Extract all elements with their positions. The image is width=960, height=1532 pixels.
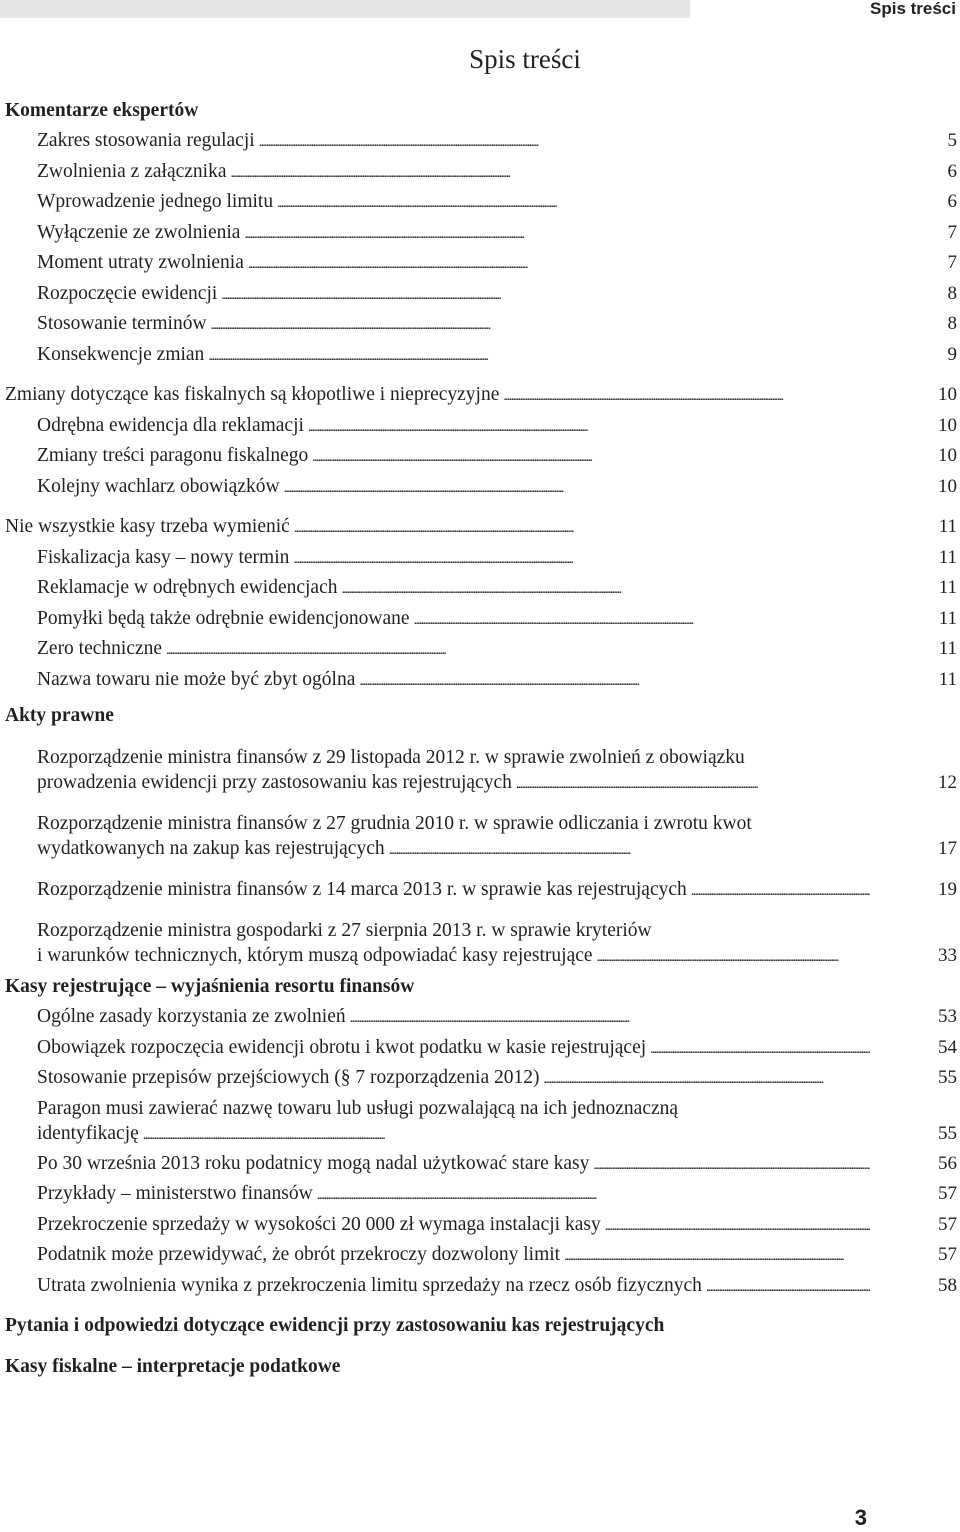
toc-entry-leader xyxy=(37,411,870,442)
toc-entry xyxy=(5,665,957,696)
toc-entry-page: 10 xyxy=(938,414,957,436)
toc-entry-title: Nie wszystkie kasy trzeba wymienić xyxy=(5,516,294,537)
toc-section-heading: Komentarze ekspertów xyxy=(5,100,199,121)
toc-entry-page: 57 xyxy=(938,1244,957,1265)
toc-entry-title: Konsekwencje zmian xyxy=(37,344,208,365)
toc-entry-title: Zmiany dotyczące kas fiskalnych są kłopotliwe i nieprecyzyjne xyxy=(5,384,503,405)
toc-entry-multiline xyxy=(5,811,957,861)
toc-entry-leader xyxy=(37,187,870,218)
toc-section-heading: Akty prawne xyxy=(5,705,114,726)
toc-entry-page: 7 xyxy=(947,252,957,273)
toc-entry-leader xyxy=(37,441,870,472)
toc-entry-title: Moment utraty zwolnienia xyxy=(37,252,248,273)
toc-entry-leader xyxy=(5,512,870,543)
toc-entry xyxy=(5,126,957,157)
toc-entry-page: 11 xyxy=(938,607,957,629)
toc-entry-leader xyxy=(37,573,870,604)
toc-entry xyxy=(5,248,957,279)
toc-entry-title-line2 xyxy=(37,877,870,902)
toc-entry-page: 11 xyxy=(938,546,957,568)
page-number: 3 xyxy=(854,1505,867,1530)
toc-section-heading: Kasy fiskalne – interpretacje podatkowe xyxy=(5,1356,341,1377)
toc-entry-title-line2-text: Rozporządzenie ministra finansów z 14 marca 2013 r. w sprawie kas rejestrujących xyxy=(37,879,691,900)
toc-entry xyxy=(5,512,957,543)
toc-entry-title: Zwolnienia z załącznika xyxy=(37,161,230,182)
toc-entry-leader xyxy=(37,309,870,340)
toc-entry-title: Ogólne zasady korzystania ze zwolnień xyxy=(37,1006,350,1027)
toc-entry xyxy=(5,1149,957,1180)
toc-entry-title: Wyłączenie ze zwolnienia xyxy=(37,222,244,243)
toc-entry-page: 10 xyxy=(938,445,957,466)
toc-entry-title-line2-text: i warunków technicznych, którym muszą odpowiadać kasy rejestrujące xyxy=(37,945,597,966)
toc-entry-page: 6 xyxy=(947,191,957,212)
toc-entry-title: Fiskalizacja kasy – nowy termin xyxy=(37,547,293,568)
toc-entry-title-line1: Rozporządzenie ministra finansów z 27 grudnia 2010 r. w sprawie odliczania i zwrotu kwot xyxy=(37,813,752,834)
toc-entry xyxy=(5,309,957,340)
toc-entry-page: 55 xyxy=(938,1122,957,1144)
toc-entry xyxy=(5,441,957,472)
toc-entry-leader xyxy=(37,157,870,188)
toc-entry-title: Wprowadzenie jednego limitu xyxy=(37,191,277,212)
toc-entry-leader xyxy=(37,543,870,574)
toc-entry xyxy=(5,543,957,574)
toc-entry xyxy=(5,411,957,442)
running-head: Spis treści xyxy=(870,0,956,18)
header-bar xyxy=(0,0,690,18)
toc-entry-leader xyxy=(37,604,870,635)
toc-entry-title: Pomyłki będą także odrębnie ewidencjonowane xyxy=(37,608,414,629)
toc-entry xyxy=(5,218,957,249)
toc-entry-leader xyxy=(37,248,870,279)
toc-entry xyxy=(5,1240,957,1271)
page-title: Spis treści xyxy=(469,44,581,74)
toc-entry-page: 10 xyxy=(938,475,957,497)
toc-entry-page: 56 xyxy=(938,1152,957,1174)
toc-entry-title: Odrębna ewidencja dla reklamacji xyxy=(37,415,308,436)
toc-entry-leader xyxy=(37,218,870,249)
toc-entry-title: Obowiązek rozpoczęcia ewidencji obrotu i kwot podatku w kasie rejestrującej xyxy=(37,1037,650,1058)
toc-entry-leader xyxy=(37,340,870,371)
toc-section-heading: Kasy rejestrujące – wyjaśnienia resortu finansów xyxy=(5,976,415,997)
toc-entry-leader xyxy=(37,126,870,157)
toc-entry-page: 8 xyxy=(947,313,957,334)
toc-entry xyxy=(5,472,957,503)
toc-entry-title: Po 30 września 2013 roku podatnicy mogą nadal użytkować stare kasy xyxy=(37,1153,593,1174)
toc-entry-leader xyxy=(37,1271,870,1302)
toc-entry-multiline xyxy=(5,877,957,902)
toc-entry xyxy=(5,604,957,635)
toc-entry-title-line2-text: wydatkowanych na zakup kas rejestrujących xyxy=(37,838,389,859)
toc-entry-leader xyxy=(37,1240,870,1271)
toc-entry-page: 10 xyxy=(938,384,957,405)
toc-entry-page: 12 xyxy=(938,772,957,793)
toc-entry-title-line1: Rozporządzenie ministra finansów z 29 listopada 2012 r. w sprawie zwolnień z obowiązku xyxy=(37,747,745,768)
toc-entry-title: Przekroczenie sprzedaży w wysokości 20 000 zł wymaga instalacji kasy xyxy=(37,1214,605,1235)
toc-entry-multiline xyxy=(5,1096,957,1146)
toc-entry-leader xyxy=(37,665,870,696)
toc-entry-leader xyxy=(37,472,870,503)
toc-entry-page: 33 xyxy=(938,945,957,966)
toc-entry-title: Nazwa towaru nie może być zbyt ogólna xyxy=(37,669,359,690)
toc-entry xyxy=(5,187,957,218)
toc-entry-title: Zmiany treści paragonu fiskalnego xyxy=(37,445,312,466)
toc-entry-title: Przykłady – ministerstwo finansów xyxy=(37,1183,317,1204)
toc-entry xyxy=(5,573,957,604)
toc-entry-page: 11 xyxy=(938,577,957,598)
toc-entry-page: 6 xyxy=(947,160,957,182)
toc-entry-title-line2 xyxy=(37,1121,870,1146)
toc-entry-title: Zero techniczne xyxy=(37,638,166,659)
toc-entry-title-line1: Rozporządzenie ministra gospodarki z 27 sierpnia 2013 r. w sprawie kryteriów xyxy=(37,920,652,941)
toc-entry-page: 17 xyxy=(938,838,957,859)
toc-entry-leader xyxy=(37,634,870,665)
toc-entry-page: 53 xyxy=(938,1006,957,1027)
toc-entry-page: 54 xyxy=(938,1036,957,1058)
toc-entry-title: Zakres stosowania regulacji xyxy=(37,130,259,151)
toc-entry-title: Stosowanie przepisów przejściowych (§ 7 rozporządzenia 2012) xyxy=(37,1067,544,1088)
toc-entry-multiline xyxy=(5,918,957,968)
spacer xyxy=(5,370,957,380)
toc-section-heading: Pytania i odpowiedzi dotyczące ewidencji przy zastosowaniu kas rejestrujących xyxy=(5,1315,665,1336)
toc-entry-leader xyxy=(37,1002,870,1033)
toc-entry xyxy=(5,1002,957,1033)
toc-entry xyxy=(5,1271,957,1302)
spacer xyxy=(5,502,957,512)
toc-entry-page: 57 xyxy=(938,1213,957,1235)
toc-entry-title: Kolejny wachlarz obowiązków xyxy=(37,476,284,497)
toc-entry xyxy=(5,1063,957,1094)
toc-entry-leader xyxy=(5,380,870,411)
toc-entry-page: 57 xyxy=(938,1183,957,1204)
toc-entry-multiline xyxy=(5,745,957,795)
toc-entry-page: 8 xyxy=(947,282,957,304)
toc-entry xyxy=(5,1179,957,1210)
toc-entry xyxy=(5,634,957,665)
toc-entry xyxy=(5,380,957,411)
toc-entry-title: Reklamacje w odrębnych ewidencjach xyxy=(37,577,342,598)
toc-entry-page: 58 xyxy=(938,1274,957,1296)
toc-entry xyxy=(5,340,957,371)
toc-entry xyxy=(5,157,957,188)
toc-entry-page: 11 xyxy=(938,668,957,690)
toc-entry xyxy=(5,1033,957,1064)
toc-entry-title: Stosowanie terminów xyxy=(37,313,211,334)
toc-entry-page: 55 xyxy=(938,1067,957,1088)
toc-entry-title: Utrata zwolnienia wynika z przekroczenia limitu sprzedaży na rzecz osób fizycznych xyxy=(37,1275,706,1296)
toc-entry-title-line2 xyxy=(37,836,870,861)
table-of-contents xyxy=(5,96,957,1382)
toc-entry-page: 5 xyxy=(947,130,957,151)
toc-entry-page: 9 xyxy=(947,343,957,365)
toc-entry-leader xyxy=(37,1210,870,1241)
toc-entry-page: 19 xyxy=(938,879,957,900)
toc-entry-leader xyxy=(37,1063,870,1094)
toc-entry-leader xyxy=(37,1149,870,1180)
toc-entry-title-line2 xyxy=(37,943,870,968)
toc-entry xyxy=(5,1210,957,1241)
toc-entry-leader xyxy=(37,279,870,310)
toc-entry-title-line2-text: prowadzenia ewidencji przy zastosowaniu kas rejestrujących xyxy=(37,772,516,793)
toc-entry-leader xyxy=(37,1179,870,1210)
toc-entry-title-line2-text: identyfikację xyxy=(37,1123,143,1144)
toc-entry-leader xyxy=(37,1033,870,1064)
toc-entry-page: 11 xyxy=(938,638,957,659)
toc-entry-title: Podatnik może przewidywać, że obrót przekroczy dozwolony limit xyxy=(37,1244,564,1265)
toc-entry-title-line1: Paragon musi zawierać nazwę towaru lub usługi pozwalającą na ich jednoznaczną xyxy=(37,1097,679,1119)
toc-entry-page: 7 xyxy=(947,221,957,243)
toc-entry xyxy=(5,279,957,310)
toc-entry-title-line2 xyxy=(37,770,870,795)
toc-entry-title: Rozpoczęcie ewidencji xyxy=(37,283,221,304)
toc-entry-page: 11 xyxy=(938,516,957,537)
